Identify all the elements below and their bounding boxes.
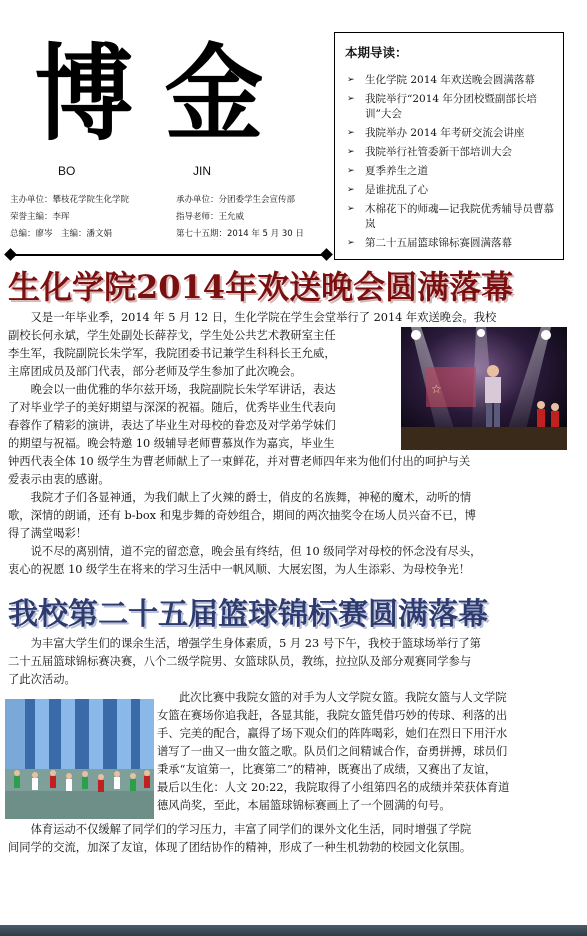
divider-line bbox=[12, 254, 330, 256]
sponsor-label: 主办单位：攀枝花学院生化学院 bbox=[10, 195, 130, 205]
svg-text:☆: ☆ bbox=[431, 382, 442, 396]
toc-list bbox=[343, 73, 555, 255]
article2-paragraph: 为丰富大学生们的课余生活，增强学生身体素质，5 月 23 号下午，我校于篮球场举行了第 二十五届篮球锦标赛决赛，八个二级学院男、女篮球队员，教练，拉拉队及部分观赛同学参与 了此次活动。 bbox=[8, 637, 481, 686]
article2-paragraph: 此次比赛中我院女篮的对手为人文学院女篮。我院女篮与人文学院 女篮在赛场你追我赶，各显其能，我院女篮凭借巧妙的传球、利落的出 手、完美的配合，赢得了场下观众们的阵阵喝彩，她们在烈日下用汗水 谱写了一曲又一曲女篮之歌。队员们之间精诚合作，奋勇拼搏，球员们 秉承“友谊第一，比赛第二”的精神，既赛出了成绩，又赛出了友谊， 最后以生化：人文 20:22，我院取得了小组第四名的成绩并荣获体育道 德风尚奖，至此，本届篮球锦标赛画上了一个圆满的句号。 bbox=[157, 691, 510, 812]
arrow-icon: ➢ bbox=[347, 204, 355, 214]
arrow-icon: ➢ bbox=[347, 75, 355, 85]
honorary-editor-label: 荣誉主编：李珲 bbox=[10, 212, 70, 222]
article1-paragraph: 晚会以一曲优雅的华尔兹开场，我院副院长朱学军讲话，表达 了对毕业学子的美好期望与深深的祝福。随后，优秀毕业生代表向 春蓉作了精彩的演讲，表达了毕业生对母校的眷恋及对学弟学妹们 的期望与祝福。晚会特邀 10 级辅导老师曹慕岚作为嘉宾，毕业生 钟西代表全体 10 级学生为曹老师献上了一束鲜花，并对曹老师四年来为他们付出的呵护与关 爱表示由衷的感谢。 bbox=[8, 383, 471, 486]
article2-closing bbox=[8, 821, 570, 857]
article1-paragraph: 我院才子们各显神通，为我们献上了火辣的爵士，俏皮的名族舞，神秘的魔术，动听的情 歌，深情的朗诵，还有 b-box 和鬼步舞的奇妙组合，期间的两次抽奖令在场人员兴奋不已，博 得了满堂喝彩！ bbox=[8, 491, 476, 540]
toc-item[interactable]: ➢ 我院举行社管委新干部培训大会 bbox=[347, 146, 512, 158]
toc-item[interactable]: ➢ 我院举办 2014 年考研交流会讲座 bbox=[347, 127, 525, 139]
arrow-icon: ➢ bbox=[347, 128, 355, 138]
arrow-icon: ➢ bbox=[347, 185, 355, 195]
article1-body bbox=[8, 309, 568, 579]
toc-item[interactable]: ➢ 夏季养生之道 bbox=[347, 165, 428, 177]
chief-editor-label: 总编：廖岑 主编：潘文娟 bbox=[10, 229, 113, 239]
toc-item[interactable]: ➢ 生化学院 2014 年欢送晚会圆满落幕 bbox=[347, 74, 535, 86]
masthead-pinyin-jin: JIN bbox=[193, 164, 211, 178]
issue-label: 第七十五期：2014 年 5 月 30 日 bbox=[176, 229, 304, 239]
toc-item[interactable]: ➢ 木棉花下的师魂—记我院优秀辅导员曹慕岚 bbox=[347, 203, 554, 230]
masthead-pinyin-bo: BO bbox=[58, 164, 76, 178]
arrow-icon: ➢ bbox=[347, 147, 355, 157]
basketball-photo bbox=[5, 699, 154, 819]
organizer-label: 承办单位：分团委学生会宣传部 bbox=[176, 195, 296, 205]
toc-item[interactable]: ➢ 第二十五届篮球锦标赛圆满落幕 bbox=[347, 237, 512, 249]
article2-intro bbox=[8, 635, 570, 689]
arrow-icon: ➢ bbox=[347, 238, 355, 248]
footer-bar bbox=[0, 925, 587, 936]
masthead-char-jin: 金 bbox=[164, 33, 264, 155]
article2-headline: 我校第二十五届篮球锦标赛圆满落幕 bbox=[8, 597, 488, 632]
advisor-label: 指导老师：王允威 bbox=[176, 212, 245, 222]
masthead-char-bo: 博 bbox=[34, 33, 134, 155]
toc-item[interactable]: ➢ 我院举行“2014 年分团校暨副部长培训”大会 bbox=[347, 93, 537, 120]
toc-title: 本期导读： bbox=[345, 45, 408, 60]
article1-paragraph: 说不尽的离别情，道不完的留恋意，晚会虽有终结，但 10 级同学对母校的怀念没有尽头， 衷心的祝愿 10 级学生在将来的学习生活中一帆风顺、大展宏图，为人生添彩、为母校争光！ bbox=[8, 545, 482, 576]
toc-box bbox=[334, 32, 564, 260]
article1-paragraph: 又是一年毕业季，2014 年 5 月 12 日，生化学院在学生会堂举行了 2014 年欢送晚会。我校 副校长何永斌，学生处副处长薛荐戈，学生处公共艺术教研室主任 李生军，我院副院长朱学军，我院团委书记兼学生科科长王允威， 主席团成员及部门代表，部分老师及学生参加了此次晚会。 bbox=[8, 311, 497, 378]
arrow-icon: ➢ bbox=[347, 166, 355, 176]
divider-diamond-right bbox=[320, 248, 333, 261]
article2-side-text bbox=[157, 689, 571, 815]
article2-paragraph: 体育运动不仅缓解了同学们的学习压力，丰富了同学们的课外文化生活，同时增强了学院 间同学的交流，加深了友谊，体现了团结协作的精神，形成了一种生机勃勃的校园文化氛围。 bbox=[8, 823, 472, 854]
arrow-icon: ➢ bbox=[347, 94, 355, 104]
article1-headline: 生化学院2014年欢送晚会圆满落幕 bbox=[8, 268, 514, 306]
toc-item[interactable]: ➢ 是谁扰乱了心 bbox=[347, 184, 428, 196]
